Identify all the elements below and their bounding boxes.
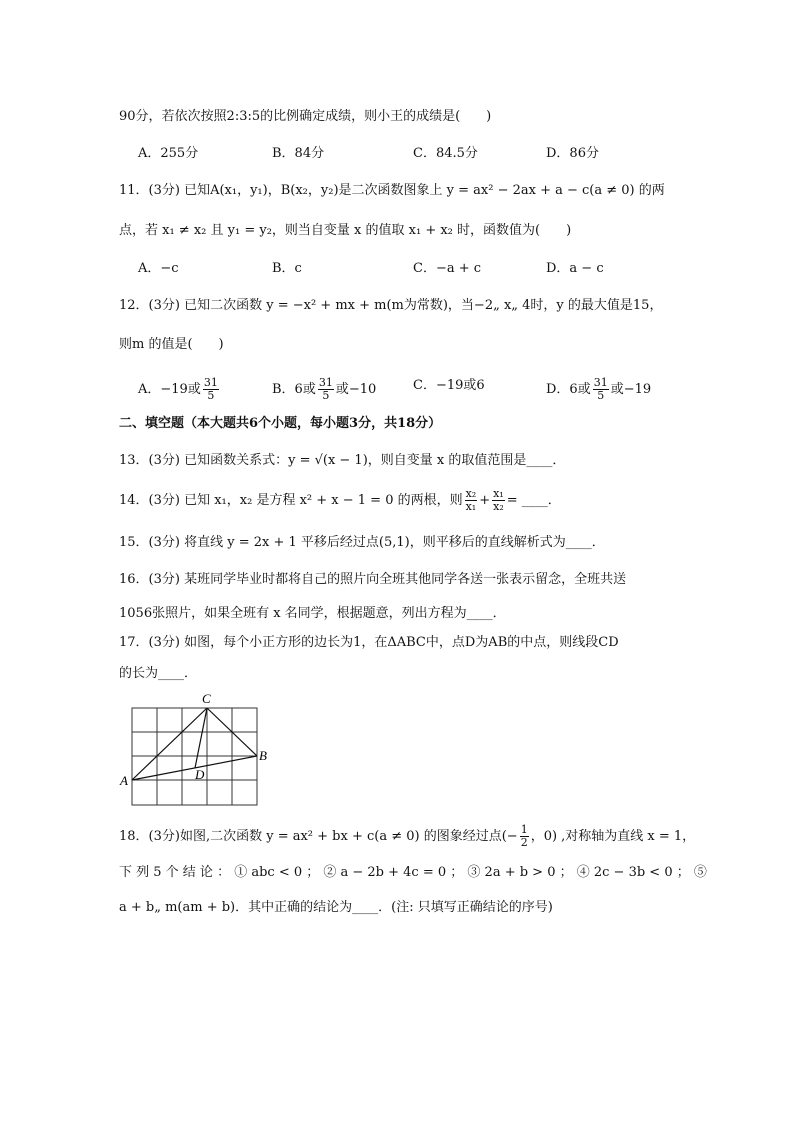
q18-stem-line2: 下 列 5 个 结 论 ： ① abc < 0 ； ② a − 2b + 4c = 0 ； ③ 2a + b > 0 ； ④ 2c − 3b < 0 ； ⑤ <box>119 865 707 880</box>
q18-stem-line1 <box>119 824 695 849</box>
q14-text-pre: 14．(3分) 已知 x₁，x₂ 是方程 x² + x − 1 = 0 的两根，则 <box>119 493 463 508</box>
q10-option-d: D．86分 <box>546 146 599 161</box>
q14-text-post: = ____． <box>506 493 561 508</box>
q12-stem-line1: 12．(3分) 已知二次函数 y = −x² + mx + m(m为常数)，当−2„ x„ 4时，y 的最大值是15， <box>119 298 663 313</box>
q17-stem-line1: 17．(3分) 如图，每个小正方形的边长为1，在ΔABC中，点D为AB的中点，则线段CD <box>119 635 619 650</box>
q12-option-d <box>546 377 651 402</box>
q10-option-c: C．84.5分 <box>413 146 478 161</box>
q15-text: 15．(3分) 将直线 y = 2x + 1 平移后经过点(5,1)，则平移后的直线解析式为____． <box>119 535 605 550</box>
q14-text: 14．(3分) 已知 x₁，x₂ 是方程 x² + x − 1 = 0 的两根，则 $\frac{\text{x₂}}{\text{x₁}}$ + $\frac{\text{x₁}}{\text{x₂}}$ = ____． <box>119 487 561 513</box>
q13-text: 13．(3分) 已知函数关系式：y = √(x − 1)，则自变量 x 的取值范围是____． <box>119 453 566 468</box>
q16-stem-line1: 16．(3分) 某班同学毕业时都将自己的照片向全班其他同学各送一张表示留念，全班共送 <box>119 572 627 587</box>
fraction-31-5: $\frac{31}{5}$ <box>593 376 608 402</box>
q11-option-b: B．c <box>272 261 302 276</box>
q11-option-a: A．−c <box>138 261 179 276</box>
q10-option-b: B．84分 <box>272 146 325 161</box>
q10-option-a: A．255分 <box>138 146 199 161</box>
q12-option-b <box>272 377 376 402</box>
fraction-x2-over-x1: $\frac{\text{x₂}}{\text{x₁}}$ <box>465 487 477 513</box>
q10-text-line: 90分，若依次按照2:3:5的比例确定成绩，则小王的成绩是( ) <box>119 109 492 124</box>
q11-option-c: C．−a + c <box>413 261 482 276</box>
q11-stem-line2: 点，若 x₁ ≠ x₂ 且 y₁ = y₂，则当自变量 x 的值取 x₁ + x₂ 时，函数值为( ) <box>119 223 572 238</box>
label-d: D <box>195 767 205 782</box>
q18-text-pre: 18．(3分)如图,二次函数 y = ax² + bx + c(a ≠ 0) 的图象经过点(− <box>119 829 518 844</box>
q17-stem-line2: 的长为____． <box>119 666 198 681</box>
grid-lines <box>132 708 257 805</box>
q12-stem-line2: 则m 的值是( ) <box>119 337 224 352</box>
fraction-x1-over-x2: $\frac{\text{x₁}}{\text{x₂}}$ <box>493 487 504 513</box>
q12-option-c: C．−19或6 <box>413 378 485 393</box>
q12-option-d-text: D．6或 <box>546 382 591 397</box>
q11-stem-line1: 11．(3分) 已知A(x₁，y₁)，B(x₂，y₂)是二次函数图象上 y = ax² − 2ax + a − c(a ≠ 0) 的两 <box>119 183 665 198</box>
q12-option-b-tail: 或−10 <box>335 382 377 397</box>
q16-stem-line2: 1056张照片，如果全班有 x 名同学，根据题意，列出方程为____． <box>119 606 506 621</box>
section-2-heading: 二、填空题（本大题共6个小题，每小题3分，共18分） <box>119 416 442 431</box>
q12-option-a-text: A．−19或 <box>138 382 201 397</box>
q12-option-d-tail: 或−19 <box>610 382 652 397</box>
label-a: A <box>120 773 128 788</box>
q12-option-b-text: B．6或 <box>272 382 316 397</box>
q12-option-a <box>138 377 221 402</box>
q11-option-d: D．a − c <box>546 261 604 276</box>
fraction-31-5: $\frac{31}{5}$ <box>203 376 218 402</box>
triangle-grid-figure <box>118 690 278 815</box>
q18-text-post: ，0) ,对称轴为直线 x = 1， <box>530 829 696 844</box>
q18-stem-line3: a + b„ m(am + b)．其中正确的结论为____．(注: 只填写正确结论的序号) <box>119 900 553 915</box>
label-b: B <box>259 748 267 763</box>
label-c: C <box>202 691 211 706</box>
fraction-1-2: $\frac{1}{2}$ <box>520 823 528 849</box>
fraction-31-5: $\frac{31}{5}$ <box>318 376 333 402</box>
